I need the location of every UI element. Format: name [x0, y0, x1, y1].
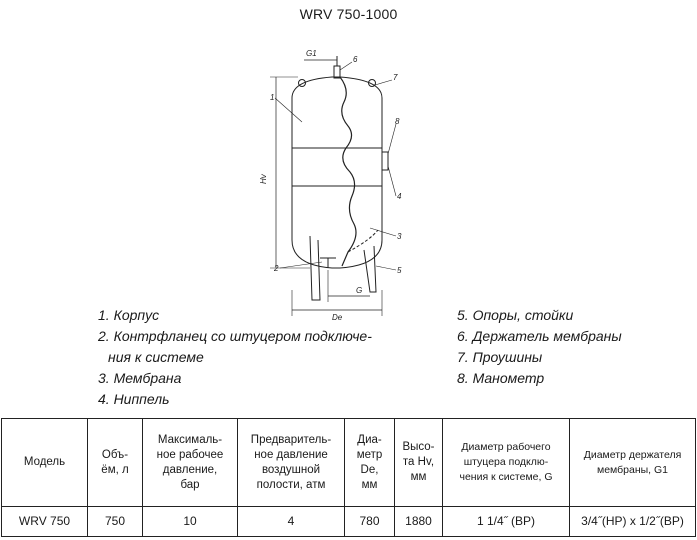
legend-item: 3. Мембрана	[98, 370, 182, 386]
callout-5: 5	[397, 266, 402, 275]
legend-item: 8. Манометр	[457, 370, 545, 386]
page-title: WRV 750-1000	[299, 6, 398, 22]
header-precharge: Предваритель- ное давление воздушной полости, атм	[238, 419, 345, 507]
callout-1: 1	[270, 93, 275, 102]
cell-height: 1880	[395, 507, 443, 537]
dim-g: G	[356, 286, 363, 295]
header-holder-diameter: Диаметр держателя мембраны, G1	[570, 419, 696, 507]
cell-volume: 750	[88, 507, 143, 537]
table-row	[2, 507, 696, 537]
callout-2: 2	[274, 264, 279, 273]
callout-8: 8	[395, 117, 400, 126]
callout-6: 6	[353, 55, 358, 64]
dim-g1: G1	[306, 49, 317, 58]
cell-model: WRV 750	[2, 507, 88, 537]
leg-right	[364, 246, 376, 292]
cell-precharge: 4	[238, 507, 345, 537]
legend-item: 5. Опоры, стойки	[457, 307, 574, 323]
cell-diameter: 780	[345, 507, 395, 537]
spec-table	[1, 418, 696, 537]
header-model: Модель	[2, 419, 88, 507]
cutaway-line	[340, 77, 356, 266]
legend-item-continuation: ния к системе	[108, 349, 204, 365]
callout-3: 3	[397, 232, 402, 241]
tank-drawing	[240, 40, 430, 330]
legend-left	[98, 305, 372, 410]
header-connection-diameter: Диаметр рабочего штуцера подклю- чения к системе, G	[443, 419, 570, 507]
header-max-pressure: Максималь- ное рабочее давление, бар	[143, 419, 238, 507]
cell-connection-diameter: 1 1/4˝ (ВР)	[443, 507, 570, 537]
membrane-outline	[348, 230, 378, 252]
legend-item: 1. Корпус	[98, 307, 160, 323]
dim-hv: Hv	[259, 174, 268, 184]
header-height: Высо- та Hv, мм	[395, 419, 443, 507]
dim-de: De	[332, 313, 343, 322]
legend-item: 2. Контрфланец со штуцером подключе-	[98, 328, 372, 344]
legend-item: 6. Держатель мембраны	[457, 328, 622, 344]
header-volume: Объ- ём, л	[88, 419, 143, 507]
table-header-row	[2, 419, 696, 507]
tank-body-outline	[292, 77, 382, 268]
cell-holder-diameter: 3/4˝(НР) х 1/2˝(ВР)	[570, 507, 696, 537]
legend-right	[457, 305, 622, 389]
legend-item: 4. Ниппель	[98, 391, 170, 407]
manometer	[382, 152, 388, 170]
membrane-holder	[334, 66, 340, 78]
legend-item: 7. Проушины	[457, 349, 543, 365]
callout-7: 7	[393, 73, 398, 82]
leg-left	[310, 236, 320, 300]
cell-max-pressure: 10	[143, 507, 238, 537]
callout-4: 4	[397, 192, 402, 201]
header-diameter: Диа- метр De, мм	[345, 419, 395, 507]
